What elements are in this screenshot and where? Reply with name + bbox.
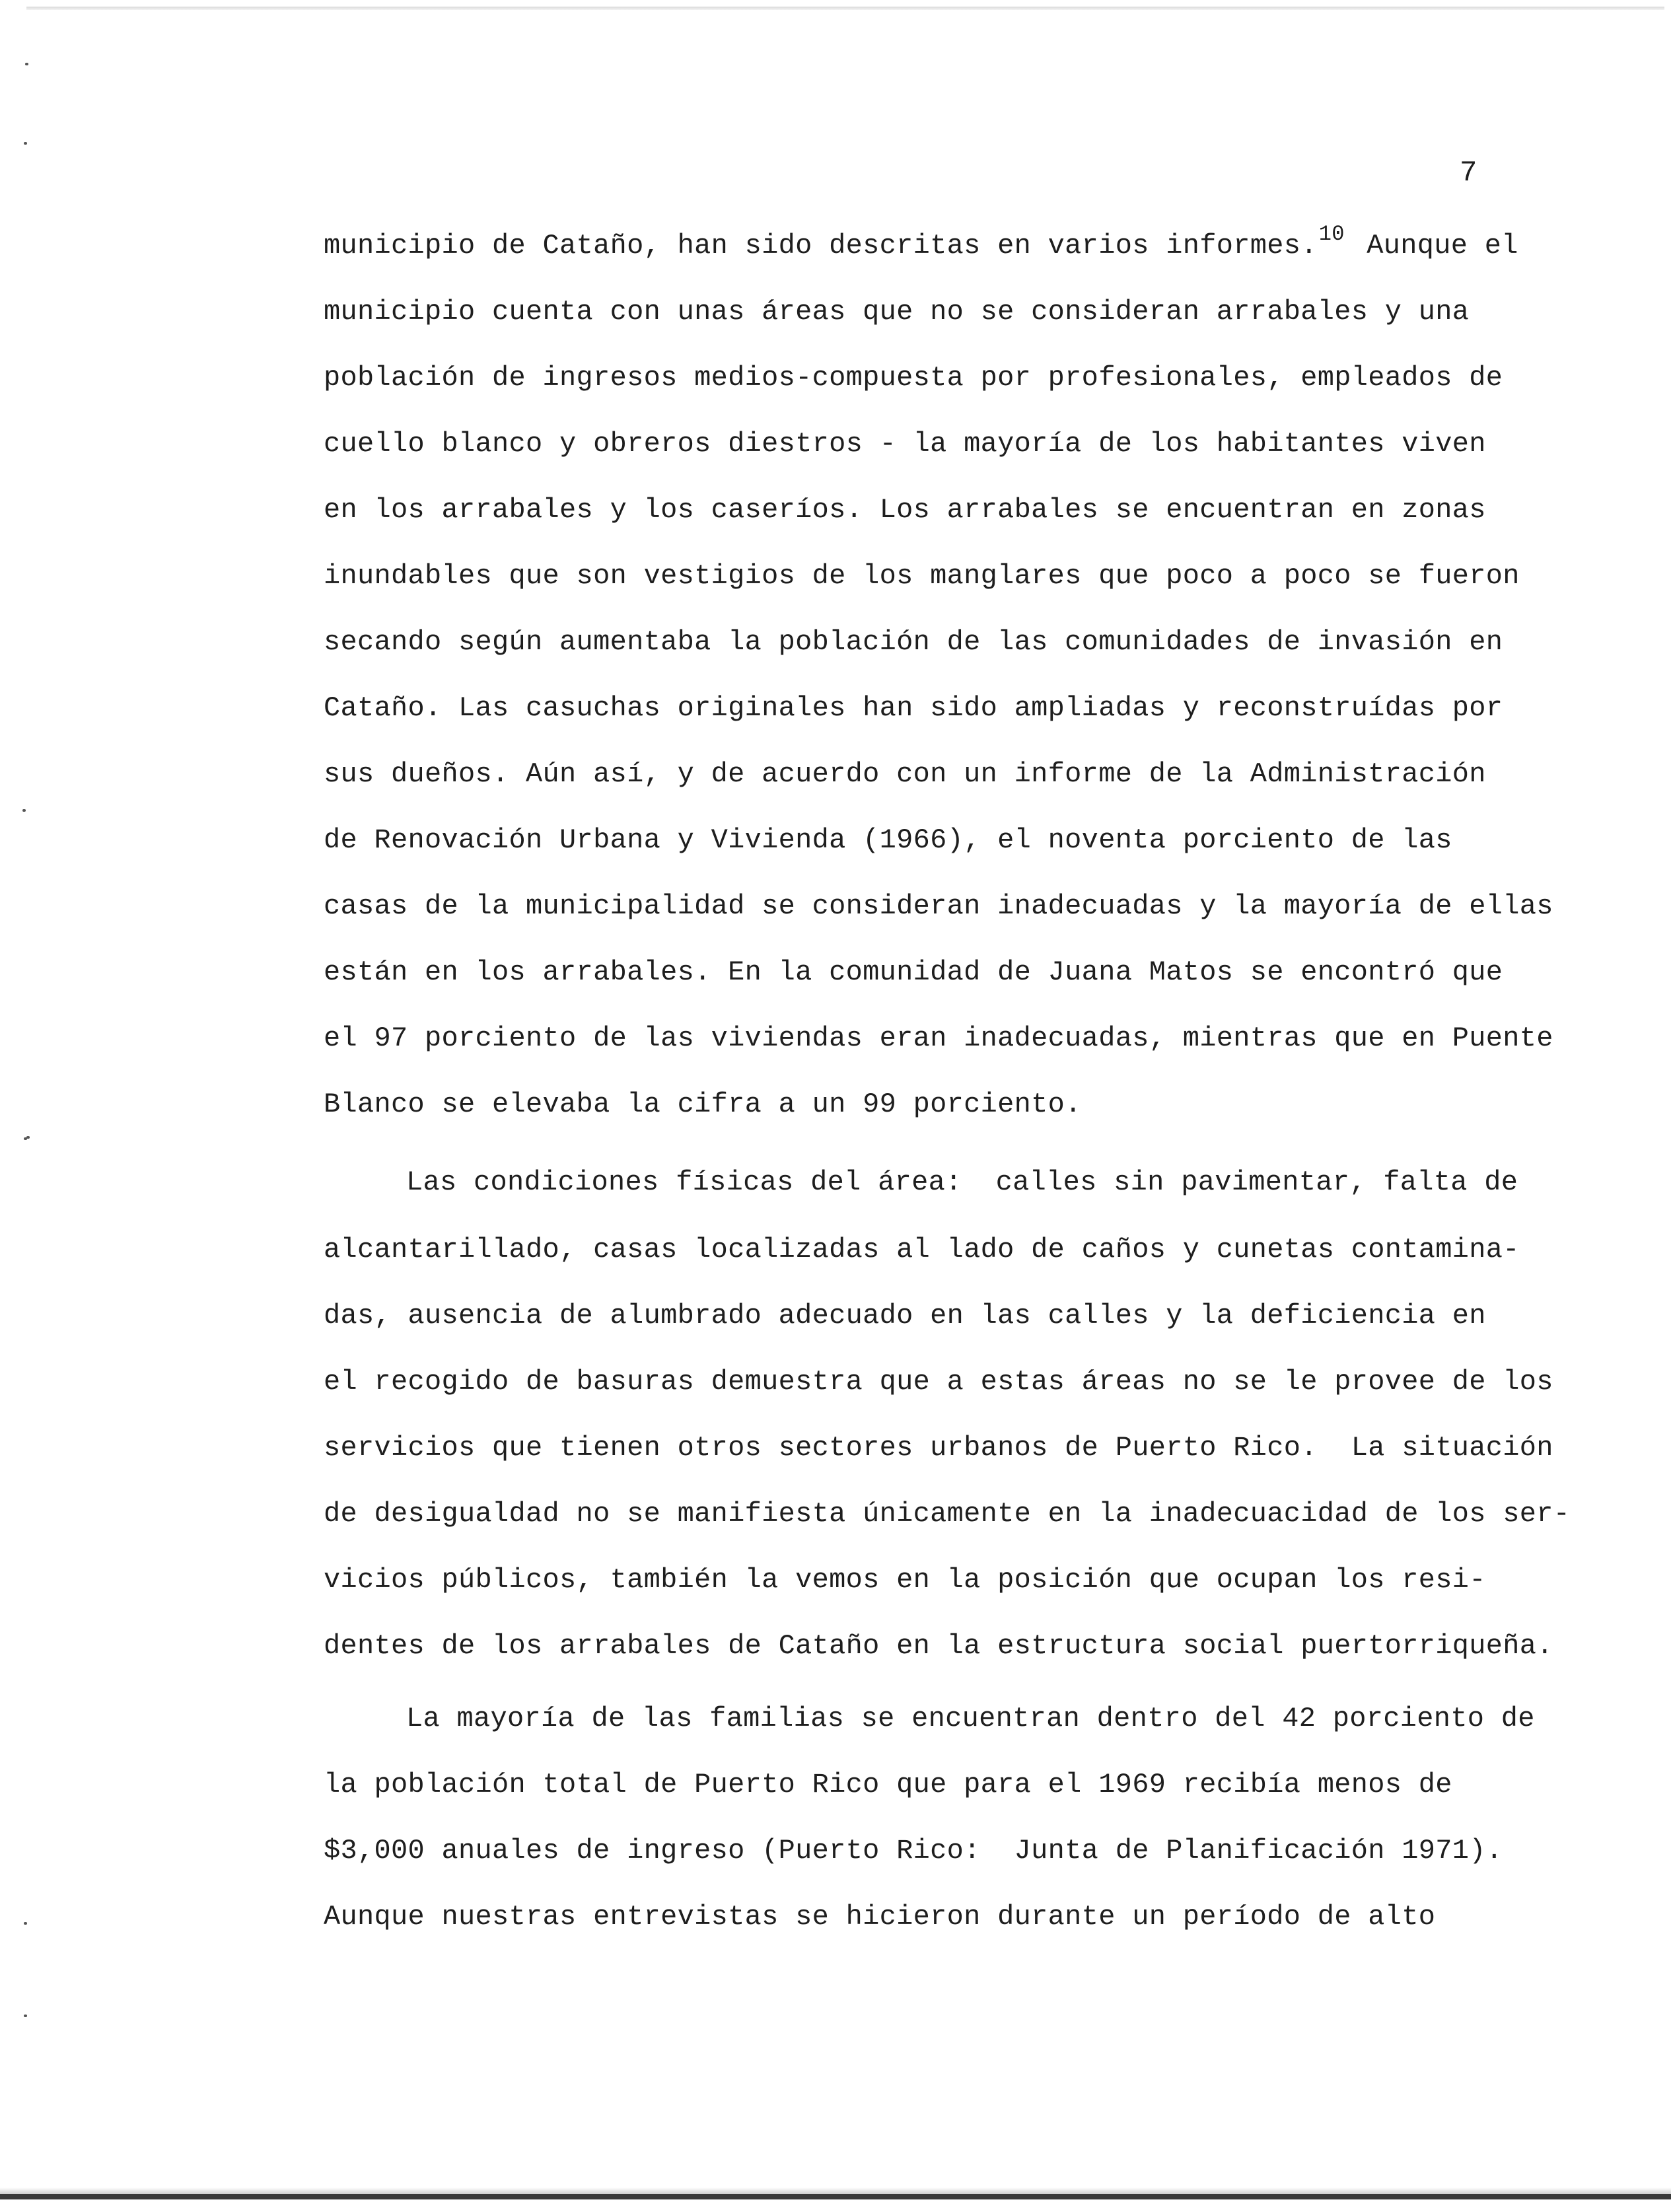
text-line: inundables que son vestigios de los manglares que poco a poco se fueron (324, 560, 1520, 592)
scan-speck (24, 142, 27, 145)
text-line: Blanco se elevaba la cifra a un 99 porciento. (324, 1088, 1082, 1120)
text-line: casas de la municipalidad se consideran inadecuadas y la mayoría de ellas (324, 890, 1553, 922)
page-bottom-shadow (0, 2188, 1671, 2194)
text-line: de desigualdad no se manifiesta únicamente en la inadecuacidad de los ser- (324, 1498, 1571, 1530)
text-line (324, 222, 1518, 266)
text-line: municipio cuenta con unas áreas que no se consideran arrabales y una (324, 296, 1470, 328)
scan-speck (24, 1922, 27, 1925)
scan-speck (26, 1136, 30, 1139)
text-line: en los arrabales y los caseríos. Los arrabales se encuentran en zonas (324, 494, 1486, 526)
footnote-reference: 10 (1318, 222, 1345, 246)
text-line: alcantarillado, casas localizadas al lado de caños y cunetas contamina- (324, 1234, 1520, 1266)
text-line: dentes de los arrabales de Cataño en la estructura social puertorriqueña. (324, 1630, 1553, 1662)
text-line: están en los arrabales. En la comunidad de Juana Matos se encontró que (324, 956, 1503, 988)
text-line: Aunque nuestras entrevistas se hicieron durante un período de alto (324, 1901, 1436, 1933)
text-segment: Aunque el (1349, 230, 1518, 262)
scan-speck (25, 63, 28, 65)
page-bottom-edge (0, 2194, 1671, 2199)
text-line: el recogido de basuras demuestra que a estas áreas no se le provee de los (324, 1366, 1553, 1398)
text-line: cuello blanco y obreros diestros - la mayoría de los habitantes viven (324, 428, 1486, 460)
text-line: secando según aumentaba la población de las comunidades de invasión en (324, 626, 1503, 658)
scan-speck (24, 2015, 27, 2017)
text-line: $3,000 anuales de ingreso (Puerto Rico: Junta de Planificación 1971). (324, 1835, 1503, 1867)
paragraph-first-line: La mayoría de las familias se encuentran dentro del 42 porciento de (406, 1703, 1535, 1734)
paragraph-first-line: Las condiciones físicas del área: calles sin pavimentar, falta de (406, 1166, 1518, 1198)
text-line: vicios públicos, también la vemos en la posición que ocupan los resi- (324, 1564, 1486, 1596)
text-line: de Renovación Urbana y Vivienda (1966), el noventa porciento de las (324, 824, 1452, 856)
text-line: das, ausencia de alumbrado adecuado en las calles y la deficiencia en (324, 1300, 1486, 1332)
text-line: sus dueños. Aún así, y de acuerdo con un informe de la Administración (324, 758, 1486, 790)
text-line: población de ingresos medios-compuesta por profesionales, empleados de (324, 362, 1503, 394)
scan-speck (22, 809, 26, 812)
text-line: Cataño. Las casuchas originales han sido ampliadas y reconstruídas por (324, 692, 1503, 724)
text-line: el 97 porciento de las viviendas eran inadecuadas, mientras que en Puente (324, 1022, 1553, 1054)
text-line: servicios que tienen otros sectores urbanos de Puerto Rico. La situación (324, 1432, 1553, 1464)
text-line: la población total de Puerto Rico que para el 1969 recibía menos de (324, 1769, 1452, 1801)
text-segment: municipio de Cataño, han sido descritas en varios informes. (324, 230, 1318, 262)
page-number: 7 (1460, 157, 1477, 190)
page-top-edge (26, 7, 1664, 10)
